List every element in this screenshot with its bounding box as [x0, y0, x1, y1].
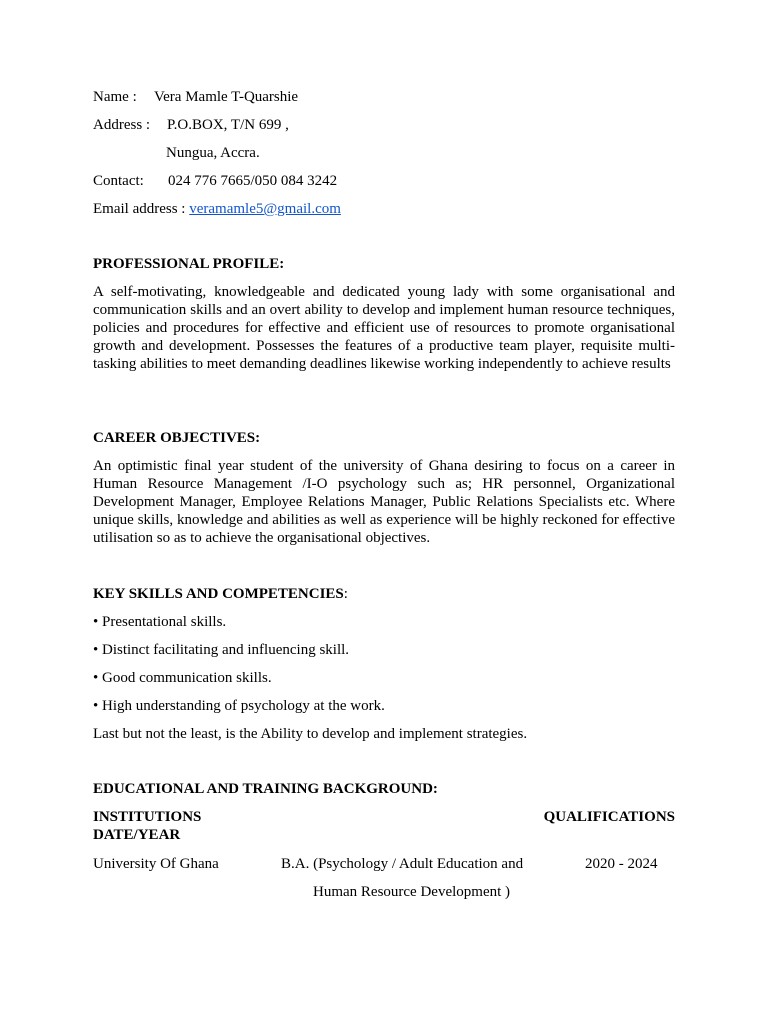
skill-item: • Good communication skills.: [93, 670, 272, 686]
email-label: Email address :: [93, 201, 186, 217]
edu-qualification-line-2: Human Resource Development ): [313, 884, 511, 900]
skills-closing: Last but not the least, is the Ability to develop and implement strategies.: [93, 726, 528, 742]
skills-heading: KEY SKILLS AND COMPETENCIES: [93, 586, 344, 602]
address-row: [93, 116, 150, 134]
skill-item: • Presentational skills.: [93, 614, 227, 630]
col-institutions: INSTITUTIONS: [93, 809, 202, 825]
address-line-2: Nungua, Accra.: [166, 145, 260, 161]
objectives-heading: CAREER OBJECTIVES:: [93, 430, 261, 446]
skills-heading-row: [93, 585, 348, 603]
edu-date: 2020 - 2024: [585, 856, 658, 872]
col-date: DATE/YEAR: [93, 827, 181, 843]
profile-text: A self-motivating, knowledgeable and dedicated young lady with some organisational and communication skills and an overt ability to develop and implement human resource techniques, policies and procedures for effective and efficient use of resources to promote organisational growth and development. Possesses the features of a productive team player, requisite multi-tasking abilities to meet demanding deadlines likewise working independently to achieve results: [93, 284, 675, 372]
contact-label: Contact:: [93, 173, 144, 189]
objectives-text: An optimistic final year student of the university of Ghana desiring to focus on a career in Human Resource Management /I-O psychology such as; HR personnel, Organizational Development Manager, Employee Relations Manager, Public Relations Specialists etc. Where unique skills, knowledge and abilities as well as experience will be highly reckoned for effective utilisation so as to achieve the organisational objectives.: [93, 458, 675, 546]
edu-institution: University Of Ghana: [93, 856, 219, 872]
address-line-1: P.O.BOX, T/N 699 ,: [167, 117, 289, 133]
profile-heading: PROFESSIONAL PROFILE:: [93, 256, 285, 272]
email-link[interactable]: veramamle5@gmail.com: [189, 201, 341, 217]
skill-item: • High understanding of psychology at the work.: [93, 698, 385, 714]
name-value: Vera Mamle T-Quarshie: [153, 89, 299, 105]
skills-heading-colon: :: [343, 586, 348, 602]
email-row: [93, 200, 341, 218]
education-heading: EDUCATIONAL AND TRAINING BACKGROUND:: [93, 781, 438, 797]
name-row: [93, 88, 298, 106]
col-qualifications: QUALIFICATIONS: [543, 809, 675, 825]
skill-item: • Distinct facilitating and influencing skill.: [93, 642, 350, 658]
edu-qualification-line-1: B.A. (Psychology / Adult Education and: [281, 856, 524, 872]
contact-value: 024 776 7665/050 084 3242: [168, 173, 338, 189]
address-label: Address :: [93, 117, 151, 133]
name-label: Name :: [93, 89, 137, 105]
